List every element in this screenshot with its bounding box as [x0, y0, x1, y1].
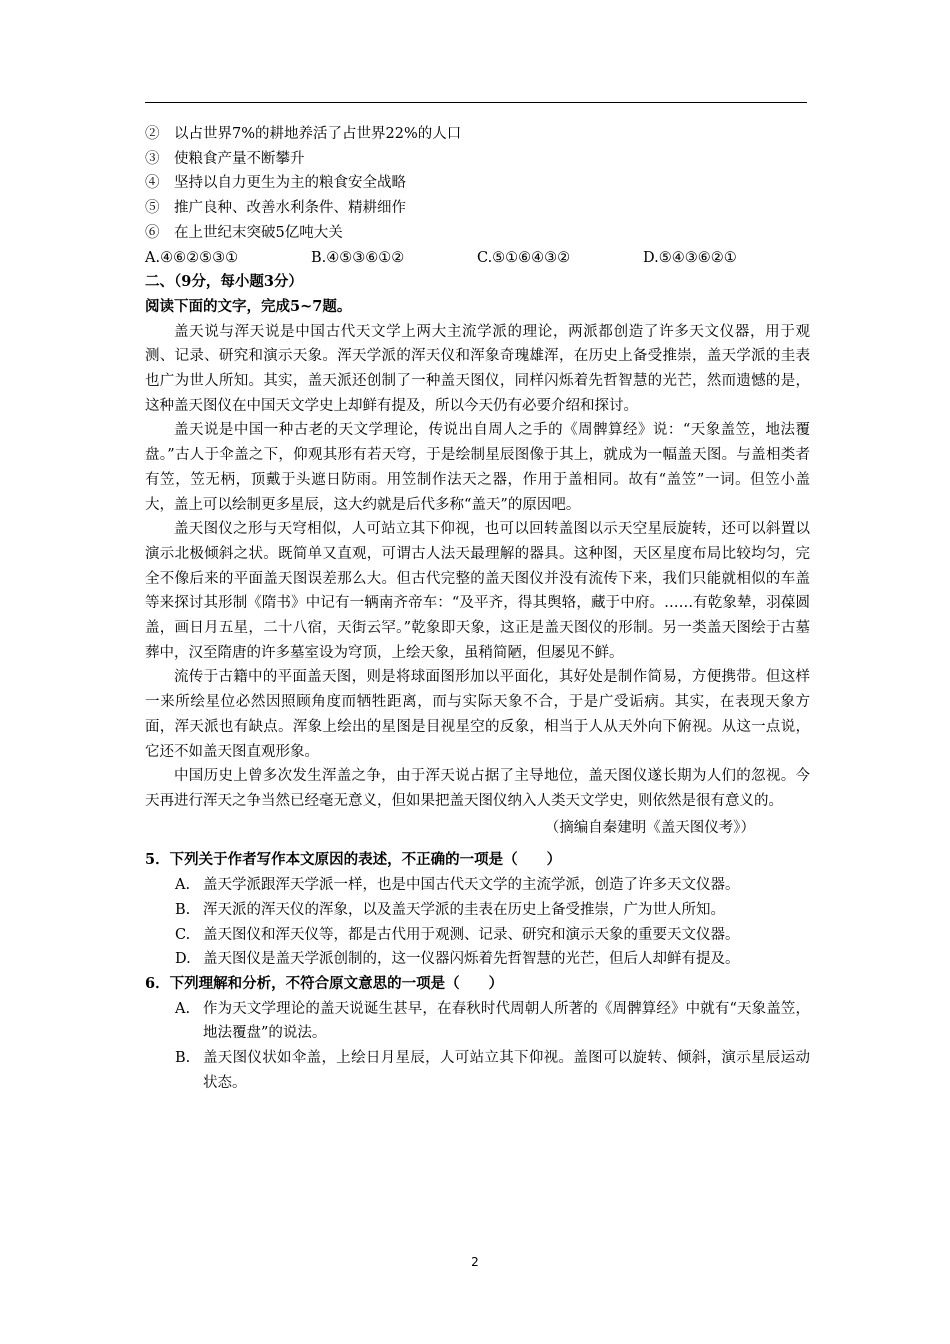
ordering-item: ② 以占世界7%的耕地养活了占世界22%的人口	[145, 126, 462, 142]
option-text: 作为天文学理论的盖天说诞生甚早，在春秋时代周朝人所著的《周髀算经》中就有“天象盖笠，地法覆盘”的说法。	[203, 1000, 810, 1042]
passage-source: （摘编自秦建明《盖天图仪考》）	[544, 819, 755, 836]
option-text: 盖天图仪是盖天学派创制的，这一仪器闪烁着先哲智慧的光芒，但后人却鲜有提及。	[203, 951, 740, 968]
choice-b: B.④⑤③⑥①②	[311, 249, 405, 266]
passage-paragraph: 盖天图仪之形与天穹相似，人可站立其下仰视，也可以回转盖图以示天空星辰旋转，还可以斜置以演示北极倾斜之状。既简单又直观，可谓古人法天最理解的器具。这种图，天区星度布局比较均匀，完全不像后来的平面盖天图误差那么大。但古代完整的盖天图仪并没有流传下来，我们只能就相似的车盖等来探讨其形制《隋书》中记有一辆南齐帝车：“及平齐，得其舆辂，藏于中府。……有乾象辇，羽葆圆盖，画日月五星，二十八宿，天街云罕。”乾象即天象，这正是盖天图仪的形制。另一类盖天图绘于古墓葬中，汉至隋唐的许多墓室设为穹顶，上绘天象，虽稍简陋，但屡见不鲜。	[145, 521, 810, 661]
choice-c: C.⑤①⑥④③②	[477, 249, 571, 266]
ordering-item: ④ 坚持以自力更生为主的粮食安全战略	[145, 175, 406, 192]
passage-paragraph: 流传于古籍中的平面盖天图，则是将球面图形加以平面化，其好处是制作简易，方便携带。但这样一来所绘星位必然因照顾角度而牺牲距离，而与实际天象不合，于是广受诟病。其实，在表现天象方面，浑天派也有缺点。浑象上绘出的星图是目视星空的反象，相当于人从天外向下俯视。从这一点说，它还不如盖天图直观形象。	[145, 669, 810, 760]
page-content	[145, 122, 810, 1095]
passage	[145, 320, 810, 814]
option-letter: A.	[175, 1000, 191, 1017]
passage-paragraph: 盖天说是中国一种古老的天文学理论，传说出自周人之手的《周髀算经》说：“天象盖笠，地法覆盘。”古人于伞盖之下，仰观其形有若天穹，于是绘制星辰图像于其上，就成为一幅盖天图。与盖相类者有笠，笠无柄，顶戴于头遮日防雨。用笠制作法天之器，作用于盖相同。故有“盖笠”一词。但笠小盖大，盖上可以绘制更多星辰，这大约就是后代多称“盖天”的原因吧。	[145, 422, 810, 513]
option-b	[145, 1046, 810, 1095]
option-c	[145, 923, 810, 948]
question-title: 6．下列理解和分析，不符合原文意思的一项是（ ）	[145, 974, 504, 992]
question-6	[145, 972, 810, 1096]
ordering-item: ③ 使粮食产量不断攀升	[145, 150, 305, 167]
option-a	[145, 997, 810, 1046]
ordering-item: ⑥ 在上世纪末突破5亿吨大关	[145, 224, 343, 241]
option-text: 盖天图仪和浑天仪等，都是古代用于观测、记录、研究和演示天象的重要天文仪器。	[203, 926, 740, 943]
choice-d: D.⑤④③⑥②①	[643, 249, 737, 266]
passage-paragraph: 盖天说与浑天说是中国古代天文学上两大主流学派的理论，两派都创造了许多天文仪器，用于观测、记录、研究和演示天象。浑天学派的浑天仪和浑象奇瑰雄浑，在历史上备受推崇，盖天学派的圭表也广为世人所知。其实，盖天派还创制了一种盖天图仪，同样闪烁着先哲智慧的光芒，然而遗憾的是，这种盖天图仪在中国天文学史上却鲜有提及，所以今天仍有必要介绍和探讨。	[145, 323, 810, 414]
option-d	[145, 947, 810, 972]
option-text: 盖天学派跟浑天学派一样，也是中国古代天文学的主流学派，创造了许多天文仪器。	[203, 877, 740, 894]
header-rule	[145, 102, 807, 103]
option-b	[145, 898, 810, 923]
section-heading: 二、（9分，每小题3分）	[145, 273, 303, 291]
ordering-items	[145, 122, 810, 246]
ordering-choices	[145, 246, 810, 271]
option-text: 盖天图仪状如伞盖，上绘日月星辰，人可站立其下仰视。盖图可以旋转、倾斜，演示星辰运动状态。	[203, 1050, 810, 1091]
choice-a: A.④⑥②⑤③①	[145, 249, 239, 266]
option-a	[145, 873, 810, 898]
question-5	[145, 848, 810, 972]
option-letter: D.	[175, 951, 191, 968]
section-instruction: 阅读下面的文字，完成5~7题。	[145, 297, 352, 315]
ordering-item: ⑤ 推广良种、改善水利条件、精耕细作	[145, 200, 406, 217]
passage-paragraph: 中国历史上曾多次发生浑盖之争，由于浑天说占据了主导地位，盖天图仪遂长期为人们的忽视。今天再进行浑天之争当然已经毫无意义，但如果把盖天图仪纳入人类天文学史，则依然是很有意义的。	[145, 768, 810, 809]
question-title: 5．下列关于作者写作本文原因的表述，不正确的一项是（ ）	[145, 851, 562, 869]
option-letter: C.	[175, 926, 191, 943]
option-letter: A.	[175, 877, 191, 894]
option-letter: B.	[175, 901, 191, 918]
page-number: 2	[471, 1255, 479, 1269]
option-text: 浑天派的浑天仪的浑象，以及盖天学派的圭表在历史上备受推崇，广为世人所知。	[203, 901, 725, 918]
option-letter: B.	[175, 1050, 191, 1067]
